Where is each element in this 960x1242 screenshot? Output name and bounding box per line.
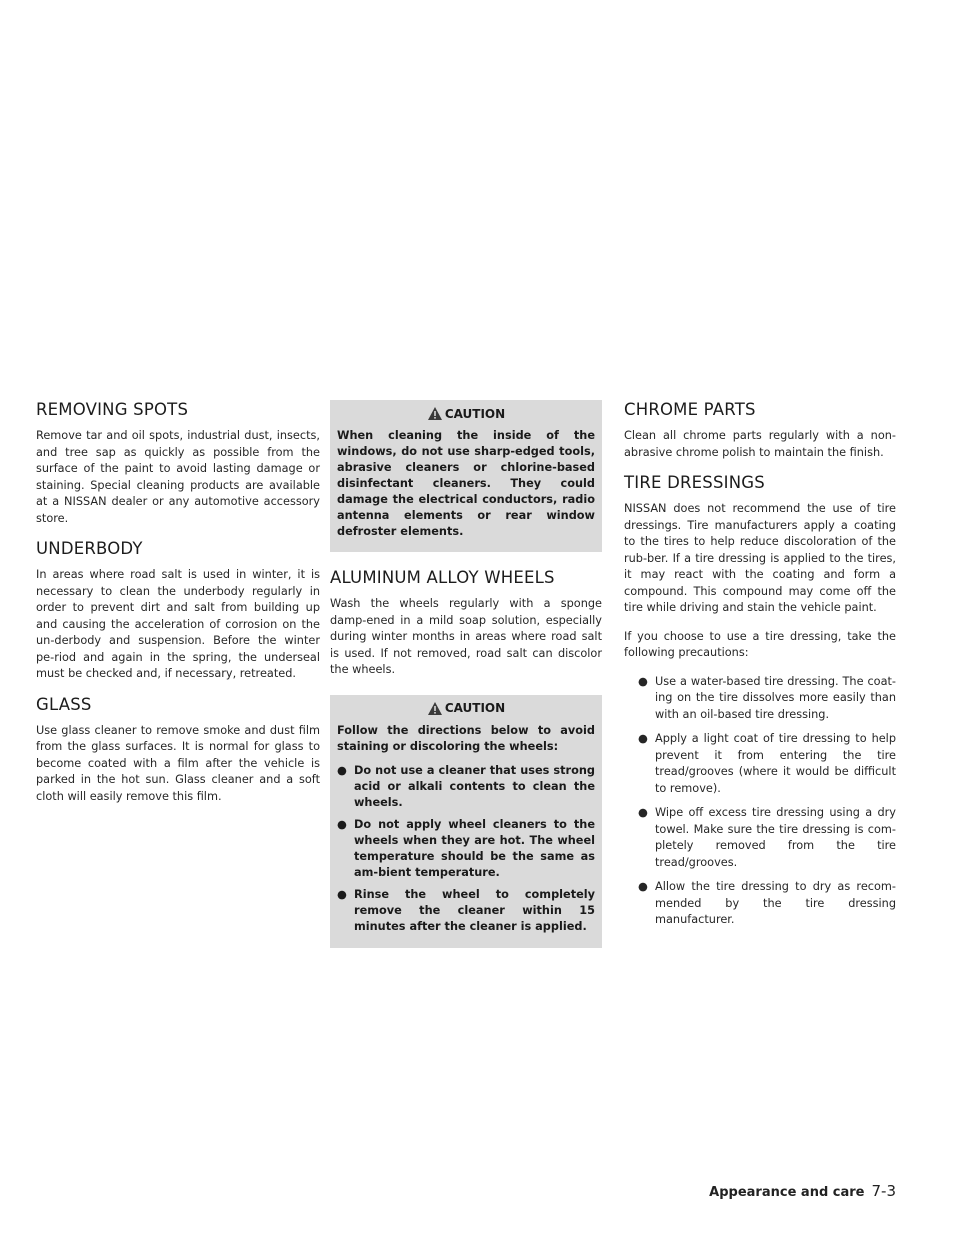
footer-section-title: Appearance and care	[709, 1185, 865, 1200]
bullet-dot-icon: ●	[638, 732, 648, 745]
caution-header	[337, 701, 595, 716]
caution-box-windows	[330, 400, 602, 552]
column-right	[624, 400, 896, 939]
list-item: ● Use a water-based tire dressing. The coat-ing on the tire dissolves more easily than with an oil-based tire dressing.	[638, 674, 896, 721]
warning-triangle-icon	[427, 701, 443, 716]
heading-tire-dressings: TIRE DRESSINGS	[624, 473, 765, 492]
caution-label: CAUTION	[444, 406, 506, 421]
heading-aluminum-wheels: ALUMINUM ALLOY WHEELS	[330, 568, 555, 587]
column-middle	[330, 400, 602, 964]
caution-label: CAUTION	[444, 701, 506, 715]
bullet-dot-icon: ●	[337, 763, 347, 777]
page-number: 7-3	[871, 1182, 896, 1200]
section-glass	[36, 695, 320, 806]
section-removing-spots	[36, 400, 320, 527]
list-item: ● Do not use a cleaner that uses strong acid or alkali contents to clean the wheels.	[337, 763, 595, 809]
caution-box-wheels	[330, 695, 602, 948]
heading-glass: GLASS	[36, 694, 92, 714]
paragraph-glass: Use glass cleaner to remove smoke and dust film from the glass surfaces. It is normal for glass to become coated with a film after the vehicle is parked in the hot sun. Glass cleaner and a soft cloth will easily remove this film.	[36, 723, 320, 803]
tire-dressing-precautions-list	[638, 674, 896, 929]
section-aluminum-wheels	[330, 568, 602, 679]
bullet-dot-icon: ●	[638, 674, 648, 688]
caution-list-wheels	[337, 763, 595, 935]
paragraph-aluminum-wheels: Wash the wheels regularly with a sponge damp-ened in a mild soap solution, especially during winter months in areas where road salt is used. If not removed, road salt can discolor the wheels.	[330, 597, 602, 676]
heading-chrome-parts: CHROME PARTS	[624, 400, 756, 419]
paragraph-removing-spots: Remove tar and oil spots, industrial dust, insects, and tree sap as quickly as possible from the surface of the paint to avoid lasting damage or staining. Special cleaning products are available at a NISSAN dealer or any automotive accessory store.	[36, 429, 320, 525]
bullet-dot-icon: ●	[638, 880, 648, 893]
paragraph-tire-dressings-1: NISSAN does not recommend the use of tire dressings. Tire manufacturers apply a coating to the tires to help reduce discoloration of the rub-ber. If a tire dressing is applied to the tires, it may react with the coating and form a compound. This compound may come off the tire while driving and stain the vehicle paint.	[624, 502, 896, 614]
paragraph-chrome-parts: Clean all chrome parts regularly with a non-abrasive chrome polish to maintain the finish.	[624, 429, 896, 459]
section-tire-dressings	[624, 473, 896, 929]
caution-intro-wheels: Follow the directions below to avoid staining or discoloring the wheels:	[337, 723, 595, 753]
column-left	[36, 400, 320, 817]
list-item: ● Allow the tire dressing to dry as recom-mended by the tire dressing manufacturer.	[638, 880, 896, 926]
section-chrome-parts	[624, 400, 896, 461]
bullet-dot-icon: ●	[337, 887, 347, 901]
heading-removing-spots: REMOVING SPOTS	[36, 400, 189, 419]
page-footer	[709, 1182, 896, 1200]
list-item: ● Apply a light coat of tire dressing to help prevent it from entering the tire tread/grooves (where it would be difficult to remove).	[638, 732, 896, 795]
bullet-dot-icon: ●	[638, 806, 648, 819]
paragraph-tire-dressings-2: If you choose to use a tire dressing, take the following precautions:	[624, 629, 896, 659]
caution-header	[337, 406, 595, 421]
list-item: ● Rinse the wheel to completely remove the cleaner within 15 minutes after the cleaner is applied.	[337, 887, 595, 933]
bullet-dot-icon: ●	[337, 817, 347, 831]
caution-text-windows: When cleaning the inside of the windows, do not use sharp-edged tools, abrasive cleaners or chlorine-based disinfectant cleaners. They could damage the electrical conductors, radio antenna elements or rear window defroster elements.	[337, 429, 595, 538]
list-item: ● Wipe off excess tire dressing using a dry towel. Make sure the tire dressing is com-pletely removed from the tire tread/grooves.	[638, 806, 896, 869]
heading-underbody: UNDERBODY	[36, 539, 143, 558]
section-underbody	[36, 539, 320, 683]
warning-triangle-icon	[427, 406, 443, 421]
list-item: ● Do not apply wheel cleaners to the wheels when they are hot. The wheel temperature should be the same as am-bient temperature.	[337, 817, 595, 879]
paragraph-underbody: In areas where road salt is used in winter, it is necessary to clean the underbody regularly in order to prevent dirt and salt from building up and causing the acceleration of corrosion on the un-derbody and suspension. Before the winter pe-riod and again in the spring, the underseal must be checked and, if necessary, retreated.	[36, 568, 320, 680]
